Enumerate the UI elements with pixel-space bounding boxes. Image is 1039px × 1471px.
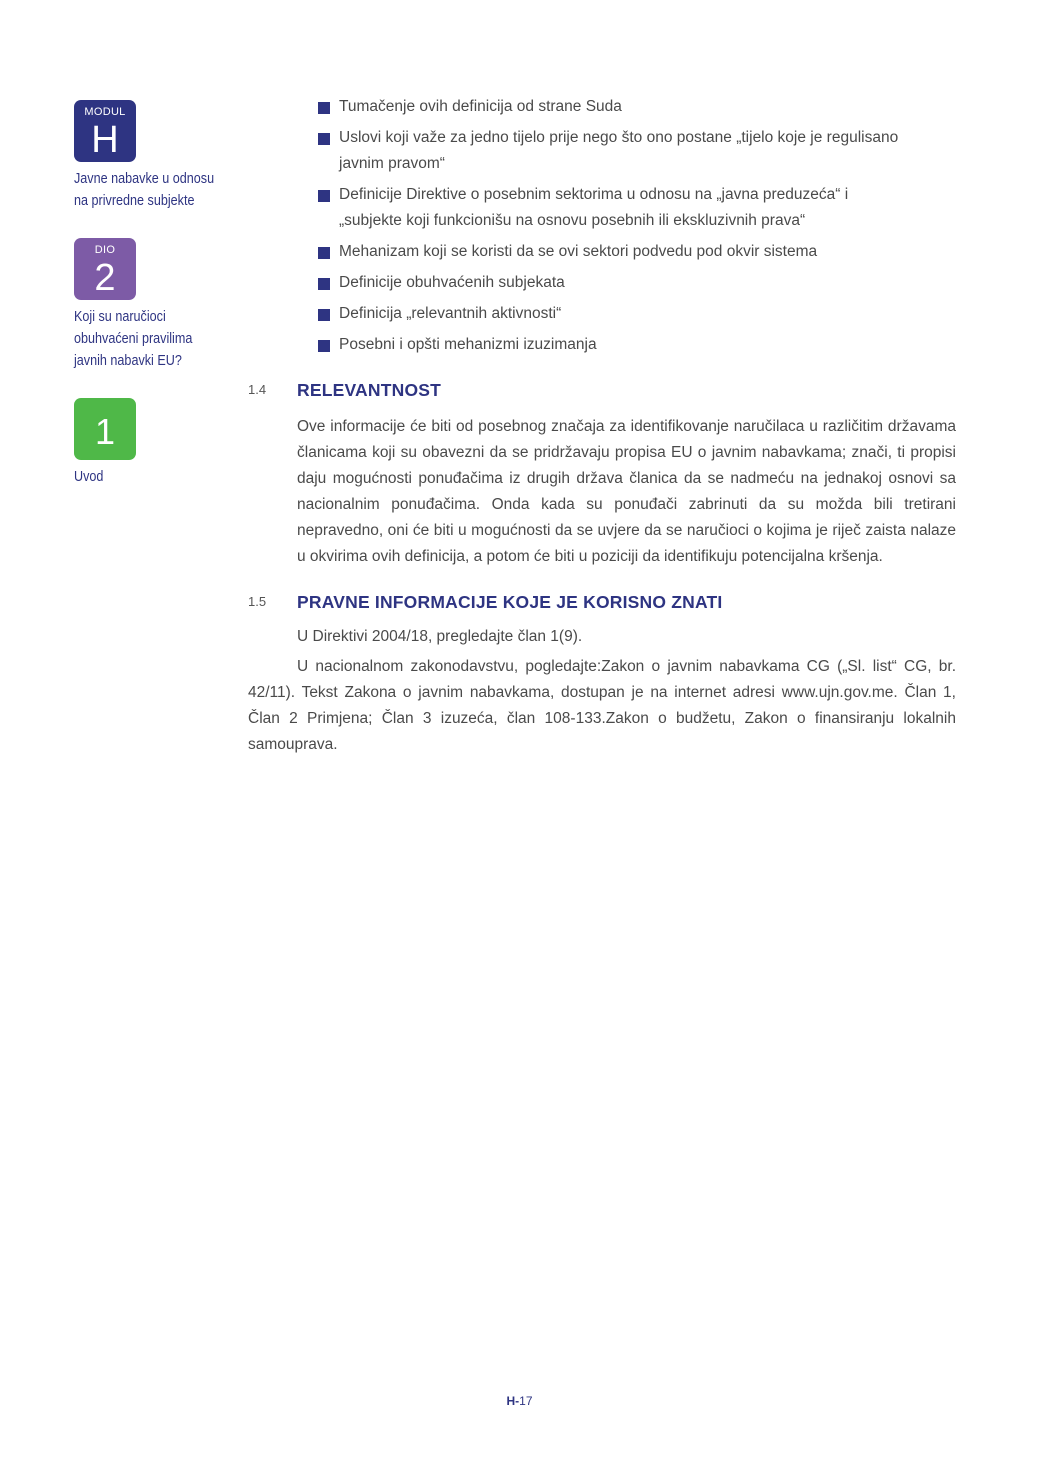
bullet-item [318, 125, 956, 177]
dio-badge-number: 2 [94, 257, 116, 299]
section-heading: PRAVNE INFORMACIJE KOJE JE KORISNO ZNATI [297, 592, 723, 612]
modul-badge [74, 100, 136, 162]
bullet-text: „subjekte koji funkcionišu na osnovu posebnih ili ekskluzivnih prava“ [339, 212, 806, 229]
bullet-item [318, 94, 956, 120]
square-bullet-icon [318, 309, 330, 321]
chapter-badge-number: 1 [94, 411, 116, 452]
page-number: 17 [519, 1394, 533, 1408]
section-heading: RELEVANTNOST [297, 380, 442, 400]
modul-badge-letter: H [91, 119, 119, 161]
section-number: 1.4 [248, 382, 267, 397]
bullet-list [248, 94, 956, 358]
bullet-item [318, 270, 956, 296]
bullet-item [318, 301, 956, 327]
bullet-text: Definicije Direktive o posebnim sektorima u odnosu na „javna preduzeća“ i [339, 186, 849, 203]
chapter-title-line: Uvod [74, 468, 104, 485]
bullet-item [318, 182, 956, 234]
square-bullet-icon [318, 247, 330, 259]
square-bullet-icon [318, 102, 330, 114]
main-content [248, 94, 956, 758]
dio-title-line: javnih nabavki EU? [74, 352, 182, 369]
modul-title-line: na privredne subjekte [74, 192, 195, 209]
bullet-text: Definicije obuhvaćenih subjekata [339, 274, 565, 291]
square-bullet-icon [318, 340, 330, 352]
dio-title-line: Koji su naručioci [74, 308, 166, 325]
modul-block [74, 100, 244, 212]
section-number: 1.5 [248, 594, 267, 609]
dio-title-line: obuhvaćeni pravilima [74, 330, 193, 347]
dio-badge-caption: DIO [94, 244, 116, 256]
bullet-text: javnim pravom“ [339, 155, 445, 172]
page-footer [0, 1394, 1039, 1408]
bullet-text: Posebni i opšti mehanizmi izuzimanja [339, 336, 597, 353]
dio-badge [74, 238, 136, 300]
dio-block [74, 238, 215, 372]
chapter-badge [74, 398, 136, 460]
bullet-item [318, 332, 956, 358]
square-bullet-icon [318, 190, 330, 202]
bullet-text: Uslovi koji važe za jedno tijelo prije nego što ono postane „tijelo koje je regulisano [339, 129, 899, 146]
bullet-text: Definicija „relevantnih aktivnosti“ [339, 305, 562, 322]
dio-title [74, 306, 192, 372]
section-paragraph: U nacionalnom zakonodavstvu, pogledajte:Zakon o javnim nabavkama CG („Sl. list“ CG, br. 42/11). Tekst Zakona o javnim nabavkama, dostupan je na internet adresi www.ujn.gov.me. Član 1, Član 2 Primjena; Član 3 izuzeća, član 108-133.Zakon o budžetu, Zakon o finansiranju lokalnih samouprava. [248, 658, 956, 753]
square-bullet-icon [318, 278, 330, 290]
chapter-title [74, 466, 126, 488]
modul-title [74, 168, 217, 212]
section-relevantnost [248, 378, 956, 570]
bullet-text: Tumačenje ovih definicija od strane Suda [339, 98, 622, 115]
modul-badge-caption: MODUL [84, 106, 126, 118]
bullet-text: Mehanizam koji se koristi da se ovi sektori podvedu pod okvir sistema [339, 243, 818, 260]
section-paragraph: U Direktivi 2004/18, pregledajte član 1(9). [297, 628, 583, 645]
modul-title-line: Javne nabavke u odnosu [74, 170, 215, 187]
uvod-block [74, 398, 136, 488]
section-pravne-informacije [248, 590, 956, 758]
sidebar-navigation [74, 100, 244, 485]
bullet-item [318, 239, 956, 265]
page-prefix: H- [506, 1394, 520, 1408]
section-paragraph: Ove informacije će biti od posebnog značaja za identifikovanje naručilaca u različitim državama članicama koji su obavezni da se pridržavaju propisa EU o javnim nabavkama; znači, ti propisi daju mogućnosti ponuđačima iz drugih država članica da se nadmeću na jednakoj osnovi sa nacionalnim ponuđačima. Onda kada su ponuđači zabrinuti da su možda bili tretirani nepravedno, oni će biti u mogućnosti da se uvjere da se naručioci o kojima je riječ zaista nalaze u okvirima ovih definicija, a potom će biti u poziciji da identifikuju potencijalna kršenja. [297, 418, 956, 565]
square-bullet-icon [318, 133, 330, 145]
